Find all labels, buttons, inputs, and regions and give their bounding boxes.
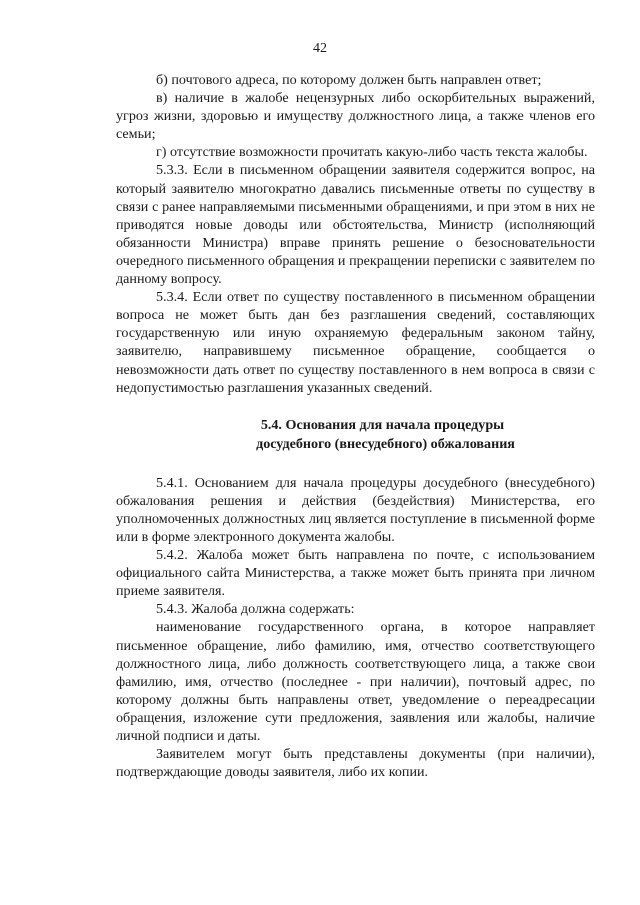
section-heading	[116, 416, 595, 454]
paragraph: 5.4.1. Основанием для начала процедуры досудебного (внесудебного) обжалования решения и действия (бездействия) Министерства, его уполномоченных должностных лиц является поступление в письменной форме или в форме электронного документа жалобы.	[116, 474, 595, 545]
document-body	[116, 71, 595, 781]
paragraph: 5.3.4. Если ответ по существу поставленного в письменном обращении вопроса не может быть дан без разглашения сведений, составляющих государственную или иную охраняемую федеральным законом тайну, заявителю, направившему письменное обращение, сообщается о невозможности дать ответ по существу поставленного в нем вопроса в связи с недопустимостью разглашения указанных сведений.	[116, 289, 595, 396]
paragraph: наименование государственного органа, в которое направляет письменное обращение, либо фамилию, имя, отчество соответствующего должностного лица, либо должность соответствующего лица, а также свои фамилию, имя, отчество (последнее - при наличии), почтовый адрес, по которому должны быть направлены ответ, уведомление о переадресации обращения, изложение сути предложения, заявления или жалобы, наличие личной подписи и даты.	[116, 619, 595, 744]
paragraph: б) почтового адреса, по которому должен быть направлен ответ;	[156, 72, 542, 88]
paragraph: 5.3.3. Если в письменном обращении заявителя содержится вопрос, на который заявителю многократно давались письменные ответы по существу в связи с ранее направляемыми письменными обращениями, и при этом в них не приводятся новые доводы или обстоятельства, Министр (исполняющий обязанности Министра) вправе принять решение о безосновательности очередного письменного обращения и прекращении переписки с заявителем по данному вопросу.	[116, 162, 595, 288]
section-heading-line: 5.4. Основания для начала процедуры	[260, 416, 505, 433]
paragraph: Заявителем могут быть представлены документы (при наличии), подтверждающие доводы заявителя, либо их копии.	[116, 746, 595, 781]
paragraph: в) наличие в жалобе нецензурных либо оскорбительных выражений, угроз жизни, здоровью и имуществу должностного лица, а также членов его семьи;	[116, 90, 595, 143]
paragraph: 5.4.2. Жалоба может быть направлена по почте, с использованием официального сайта Министерства, а также может быть принята при личном приеме заявителя.	[116, 547, 595, 600]
paragraph: г) отсутствие возможности прочитать какую-либо часть текста жалобы.	[156, 144, 588, 161]
page-number: 42	[313, 41, 327, 56]
paragraph: 5.4.3. Жалоба должна содержать:	[156, 601, 355, 618]
section-heading-line: досудебного (внесудебного) обжалования	[256, 435, 515, 452]
